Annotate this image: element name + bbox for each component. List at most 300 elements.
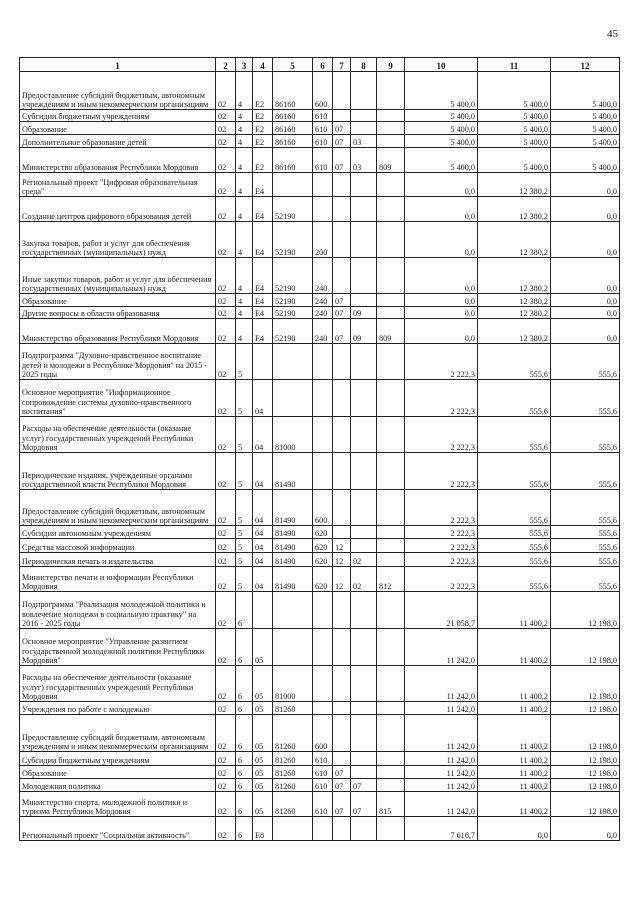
amount-cell: 2 222,3: [405, 539, 478, 553]
table-row: [20, 567, 620, 592]
amount-cell: 2 222,3: [405, 490, 478, 526]
amount-cell: 11 400,2: [478, 629, 551, 666]
code-cell: [333, 752, 351, 766]
code-cell: 4: [236, 222, 253, 258]
header-cell: 11: [478, 58, 551, 72]
code-cell: 04: [253, 453, 273, 490]
code-cell: 6: [236, 702, 253, 715]
budget-table: [19, 57, 620, 841]
code-cell: [313, 197, 333, 222]
code-cell: 86160: [273, 110, 313, 122]
code-cell: 240: [313, 307, 333, 319]
amount-cell: 12 380,2: [478, 319, 551, 344]
amount-cell: 0,0: [405, 222, 478, 258]
code-cell: 809: [377, 148, 405, 173]
code-cell: 05: [253, 702, 273, 715]
code-cell: 86160: [273, 122, 313, 135]
amount-cell: 2 222,3: [405, 567, 478, 592]
code-cell: [377, 222, 405, 258]
row-name-cell: Периодическая печать и издательства: [20, 553, 216, 567]
amount-cell: 0,0: [405, 319, 478, 344]
amount-cell: 5 400,0: [405, 148, 478, 173]
code-cell: [351, 666, 377, 702]
code-cell: E4: [253, 307, 273, 319]
amount-cell: 2 222,3: [405, 553, 478, 567]
amount-cell: 11 242,0: [405, 792, 478, 817]
code-cell: 02: [216, 766, 236, 779]
code-cell: E4: [253, 319, 273, 344]
row-name-cell: Подпрограмма "Реализация молодежной политики и вовлечение молодежи в социальную практику" на 2016 - 2025 годы: [20, 592, 216, 629]
code-cell: 05: [253, 666, 273, 702]
code-cell: 81490: [273, 539, 313, 553]
row-name-cell: Учреждения по работе с молодежью: [20, 702, 216, 715]
table-row: [20, 344, 620, 380]
code-cell: E4: [253, 197, 273, 222]
amount-cell: 555,6: [478, 526, 551, 539]
code-cell: [377, 766, 405, 779]
code-cell: 610: [313, 122, 333, 135]
amount-cell: 11 400,2: [478, 702, 551, 715]
code-cell: [351, 715, 377, 752]
amount-cell: 5 400,0: [551, 72, 620, 110]
code-cell: [333, 817, 351, 841]
code-cell: 12: [333, 567, 351, 592]
code-cell: 600: [313, 72, 333, 110]
table-row: [20, 307, 620, 319]
code-cell: 81260: [273, 702, 313, 715]
amount-cell: 2 222,3: [405, 526, 478, 539]
table-row: [20, 715, 620, 752]
row-name-cell: Расходы на обеспечение деятельности (оказание услуг) государственных учреждений Республики Мордовия: [20, 417, 216, 453]
code-cell: [377, 110, 405, 122]
amount-cell: 11 400,2: [478, 792, 551, 817]
header-cell: 4: [253, 58, 273, 72]
code-cell: [377, 453, 405, 490]
table-row: [20, 197, 620, 222]
amount-cell: 2 222,3: [405, 380, 478, 417]
row-name-cell: Основное мероприятие "Управление развитием государственной молодежной политики Республики Мордовия": [20, 629, 216, 666]
code-cell: [377, 490, 405, 526]
code-cell: 81260: [273, 766, 313, 779]
table-row: [20, 792, 620, 817]
code-cell: E2: [253, 110, 273, 122]
code-cell: [313, 592, 333, 629]
code-cell: 610: [313, 779, 333, 792]
row-name-cell: Министерство образования Республики Мордовия: [20, 319, 216, 344]
amount-cell: 555,6: [478, 567, 551, 592]
code-cell: [351, 258, 377, 294]
table-row: [20, 135, 620, 148]
code-cell: [351, 72, 377, 110]
row-name-cell: Средства массовой информации: [20, 539, 216, 553]
code-cell: 02: [216, 417, 236, 453]
code-cell: 07: [333, 122, 351, 135]
amount-cell: 5 400,0: [478, 135, 551, 148]
code-cell: E2: [253, 122, 273, 135]
code-cell: [313, 380, 333, 417]
code-cell: 6: [236, 766, 253, 779]
row-name-cell: Молодежная политика: [20, 779, 216, 792]
code-cell: 02: [216, 592, 236, 629]
code-cell: 07: [351, 779, 377, 792]
code-cell: 02: [351, 567, 377, 592]
code-cell: E4: [253, 173, 273, 197]
amount-cell: 5 400,0: [478, 110, 551, 122]
header-cell: 9: [377, 58, 405, 72]
code-cell: 81260: [273, 792, 313, 817]
code-cell: 02: [216, 817, 236, 841]
amount-cell: 0,0: [551, 307, 620, 319]
row-name-cell: Иные закупки товаров, работ и услуг для обеспечения государственных (муниципальных) нужд: [20, 258, 216, 294]
amount-cell: 555,6: [478, 490, 551, 526]
code-cell: [333, 702, 351, 715]
code-cell: 02: [216, 539, 236, 553]
code-cell: 5: [236, 553, 253, 567]
amount-cell: 555,6: [551, 553, 620, 567]
table-row: [20, 453, 620, 490]
amount-cell: 0,0: [405, 294, 478, 307]
table-row: [20, 490, 620, 526]
code-cell: 5: [236, 417, 253, 453]
code-cell: [377, 307, 405, 319]
code-cell: 610: [313, 148, 333, 173]
row-name-cell: Министерство спорта, молодежной политики и туризма Республики Мордовия: [20, 792, 216, 817]
header-cell: 12: [551, 58, 620, 72]
code-cell: [377, 629, 405, 666]
amount-cell: 0,0: [478, 817, 551, 841]
code-cell: 05: [253, 715, 273, 752]
code-cell: E8: [253, 817, 273, 841]
amount-cell: 0,0: [551, 222, 620, 258]
code-cell: 02: [216, 197, 236, 222]
code-cell: [351, 752, 377, 766]
code-cell: 600: [313, 715, 333, 752]
amount-cell: 11 400,2: [478, 715, 551, 752]
code-cell: [377, 173, 405, 197]
code-cell: [351, 380, 377, 417]
table-body: [20, 72, 620, 841]
code-cell: [333, 72, 351, 110]
code-cell: 04: [253, 553, 273, 567]
code-cell: 07: [333, 135, 351, 148]
code-cell: 81490: [273, 526, 313, 539]
code-cell: [351, 173, 377, 197]
code-cell: [333, 344, 351, 380]
code-cell: 4: [236, 197, 253, 222]
code-cell: 81260: [273, 752, 313, 766]
code-cell: [253, 592, 273, 629]
table-row: [20, 766, 620, 779]
code-cell: 02: [351, 553, 377, 567]
row-name-cell: Региональный проект "Социальная активность": [20, 817, 216, 841]
amount-cell: 0,0: [405, 307, 478, 319]
row-name-cell: Периодические издания, учрежденные органами государственной власти Республики Мордовия: [20, 453, 216, 490]
amount-cell: 555,6: [478, 539, 551, 553]
table-row: [20, 122, 620, 135]
amount-cell: 11 242,0: [405, 715, 478, 752]
table-row: [20, 592, 620, 629]
row-name-cell: Субсидии бюджетным учреждениям: [20, 752, 216, 766]
code-cell: [273, 592, 313, 629]
code-cell: 02: [216, 307, 236, 319]
amount-cell: 555,6: [551, 453, 620, 490]
code-cell: 52190: [273, 307, 313, 319]
code-cell: 02: [216, 294, 236, 307]
code-cell: [313, 173, 333, 197]
amount-cell: 21 058,7: [405, 592, 478, 629]
code-cell: 12: [333, 539, 351, 553]
amount-cell: 0,0: [551, 294, 620, 307]
code-cell: 86160: [273, 148, 313, 173]
code-cell: 6: [236, 666, 253, 702]
code-cell: 05: [253, 766, 273, 779]
amount-cell: 0,0: [405, 173, 478, 197]
code-cell: 6: [236, 779, 253, 792]
code-cell: [351, 702, 377, 715]
code-cell: [333, 197, 351, 222]
row-name-cell: Закупка товаров, работ и услуг для обеспечения государственных (муниципальных) нужд: [20, 222, 216, 258]
table-row: [20, 553, 620, 567]
code-cell: 240: [313, 294, 333, 307]
code-cell: [351, 817, 377, 841]
amount-cell: 12 198,0: [551, 666, 620, 702]
code-cell: 4: [236, 122, 253, 135]
code-cell: 09: [351, 307, 377, 319]
code-cell: 05: [253, 629, 273, 666]
row-name-cell: Субсидии бюджетным учреждениям: [20, 110, 216, 122]
code-cell: 07: [333, 319, 351, 344]
code-cell: 02: [216, 72, 236, 110]
code-cell: 02: [216, 453, 236, 490]
amount-cell: 11 242,0: [405, 752, 478, 766]
amount-cell: 555,6: [551, 490, 620, 526]
table-row: [20, 319, 620, 344]
row-name-cell: Министерство образования Республики Мордовия: [20, 148, 216, 173]
code-cell: 240: [313, 319, 333, 344]
code-cell: 05: [253, 792, 273, 817]
code-cell: [377, 197, 405, 222]
code-cell: [313, 702, 333, 715]
code-cell: [333, 380, 351, 417]
table-row: [20, 72, 620, 110]
code-cell: 04: [253, 526, 273, 539]
amount-cell: 555,6: [551, 344, 620, 380]
amount-cell: 11 400,2: [478, 592, 551, 629]
code-cell: 52190: [273, 222, 313, 258]
amount-cell: 5 400,0: [405, 122, 478, 135]
code-cell: 04: [253, 417, 273, 453]
row-name-cell: Расходы на обеспечение деятельности (оказание услуг) государственных учреждений Республики Мордовия: [20, 666, 216, 702]
code-cell: 02: [216, 110, 236, 122]
amount-cell: 555,6: [478, 553, 551, 567]
code-cell: [273, 173, 313, 197]
code-cell: 02: [216, 173, 236, 197]
table-row: [20, 779, 620, 792]
code-cell: 4: [236, 294, 253, 307]
code-cell: 4: [236, 307, 253, 319]
code-cell: 02: [216, 526, 236, 539]
amount-cell: 11 242,0: [405, 766, 478, 779]
table-row: [20, 148, 620, 173]
code-cell: [351, 197, 377, 222]
amount-cell: 11 242,0: [405, 779, 478, 792]
code-cell: 86160: [273, 135, 313, 148]
code-cell: [377, 539, 405, 553]
table-header-row: [20, 58, 620, 72]
amount-cell: 12 198,0: [551, 715, 620, 752]
amount-cell: 2 222,3: [405, 453, 478, 490]
code-cell: 04: [253, 567, 273, 592]
code-cell: [377, 122, 405, 135]
amount-cell: 555,6: [551, 539, 620, 553]
code-cell: E4: [253, 222, 273, 258]
code-cell: [333, 526, 351, 539]
code-cell: [377, 715, 405, 752]
code-cell: 05: [253, 752, 273, 766]
code-cell: [377, 258, 405, 294]
code-cell: 610: [313, 135, 333, 148]
code-cell: 02: [216, 792, 236, 817]
header-cell: 7: [333, 58, 351, 72]
table-row: [20, 752, 620, 766]
amount-cell: 555,6: [478, 344, 551, 380]
amount-cell: 12 198,0: [551, 702, 620, 715]
code-cell: [351, 592, 377, 629]
row-name-cell: Образование: [20, 122, 216, 135]
table-row: [20, 173, 620, 197]
amount-cell: 555,6: [478, 380, 551, 417]
amount-cell: 0,0: [551, 197, 620, 222]
code-cell: 02: [216, 779, 236, 792]
code-cell: 240: [313, 258, 333, 294]
code-cell: [377, 135, 405, 148]
amount-cell: 12 198,0: [551, 629, 620, 666]
amount-cell: 2 222,3: [405, 417, 478, 453]
code-cell: 610: [313, 110, 333, 122]
code-cell: [273, 629, 313, 666]
row-name-cell: Субсидии автономным учреждениям: [20, 526, 216, 539]
code-cell: [313, 817, 333, 841]
row-name-cell: Предоставление субсидий бюджетным, автономным учреждениям и иным некоммерческим организациям: [20, 72, 216, 110]
amount-cell: 7 616,7: [405, 817, 478, 841]
table-row: [20, 702, 620, 715]
code-cell: E2: [253, 72, 273, 110]
code-cell: 620: [313, 539, 333, 553]
amount-cell: 12 198,0: [551, 779, 620, 792]
code-cell: 02: [216, 319, 236, 344]
header-cell: 2: [216, 58, 236, 72]
amount-cell: 0,0: [551, 817, 620, 841]
code-cell: 610: [313, 752, 333, 766]
code-cell: [351, 490, 377, 526]
table-row: [20, 666, 620, 702]
code-cell: [377, 344, 405, 380]
code-cell: [377, 417, 405, 453]
code-cell: 52190: [273, 258, 313, 294]
amount-cell: 11 400,2: [478, 766, 551, 779]
row-name-cell: Предоставление субсидий бюджетным, автономным учреждениям и иным некоммерческим организациям: [20, 715, 216, 752]
code-cell: 6: [236, 592, 253, 629]
amount-cell: 12 380,2: [478, 222, 551, 258]
amount-cell: 5 400,0: [551, 122, 620, 135]
table-row: [20, 539, 620, 553]
code-cell: 5: [236, 490, 253, 526]
code-cell: 6: [236, 629, 253, 666]
code-cell: 07: [333, 307, 351, 319]
code-cell: [351, 222, 377, 258]
code-cell: [351, 110, 377, 122]
header-cell: 1: [20, 58, 216, 72]
code-cell: 81000: [273, 417, 313, 453]
code-cell: [377, 380, 405, 417]
code-cell: 620: [313, 526, 333, 539]
row-name-cell: Другие вопросы в области образования: [20, 307, 216, 319]
code-cell: 04: [253, 490, 273, 526]
row-name-cell: Подпрограмма "Духовно-нравственное воспитание детей и молодежи в Республике Мордовия" на 2015 - 2025 годы: [20, 344, 216, 380]
code-cell: 02: [216, 135, 236, 148]
header-cell: 8: [351, 58, 377, 72]
code-cell: 02: [216, 567, 236, 592]
row-name-cell: Министерство печати и информации Республики Мордовия: [20, 567, 216, 592]
code-cell: [351, 766, 377, 779]
header-cell: 10: [405, 58, 478, 72]
amount-cell: 0,0: [405, 258, 478, 294]
code-cell: 6: [236, 752, 253, 766]
code-cell: 5: [236, 344, 253, 380]
code-cell: 02: [216, 380, 236, 417]
amount-cell: 11 242,0: [405, 702, 478, 715]
code-cell: [313, 629, 333, 666]
amount-cell: 5 400,0: [551, 148, 620, 173]
code-cell: 52190: [273, 197, 313, 222]
amount-cell: 555,6: [478, 453, 551, 490]
amount-cell: 12 380,2: [478, 197, 551, 222]
amount-cell: 12 380,2: [478, 173, 551, 197]
row-name-cell: Основное мероприятие "Информационное сопровождение системы духовно-нравственного воспитания": [20, 380, 216, 417]
code-cell: [333, 258, 351, 294]
code-cell: [351, 344, 377, 380]
code-cell: [333, 453, 351, 490]
code-cell: 07: [333, 148, 351, 173]
code-cell: 610: [313, 792, 333, 817]
table-row: [20, 629, 620, 666]
code-cell: 09: [351, 319, 377, 344]
code-cell: [377, 553, 405, 567]
table-row: [20, 222, 620, 258]
code-cell: 815: [377, 792, 405, 817]
amount-cell: 555,6: [551, 567, 620, 592]
code-cell: 81490: [273, 567, 313, 592]
code-cell: 03: [351, 148, 377, 173]
header-cell: 3: [236, 58, 253, 72]
code-cell: [377, 72, 405, 110]
amount-cell: 12 198,0: [551, 752, 620, 766]
code-cell: 02: [216, 715, 236, 752]
code-cell: [333, 715, 351, 752]
header-cell: 5: [273, 58, 313, 72]
code-cell: 6: [236, 715, 253, 752]
table-row: [20, 294, 620, 307]
amount-cell: 0,0: [551, 173, 620, 197]
code-cell: [351, 417, 377, 453]
code-cell: 02: [216, 148, 236, 173]
code-cell: 81260: [273, 715, 313, 752]
code-cell: 5: [236, 380, 253, 417]
code-cell: [351, 526, 377, 539]
row-name-cell: Создание центров цифрового образования детей: [20, 197, 216, 222]
code-cell: 02: [216, 222, 236, 258]
code-cell: [351, 294, 377, 307]
